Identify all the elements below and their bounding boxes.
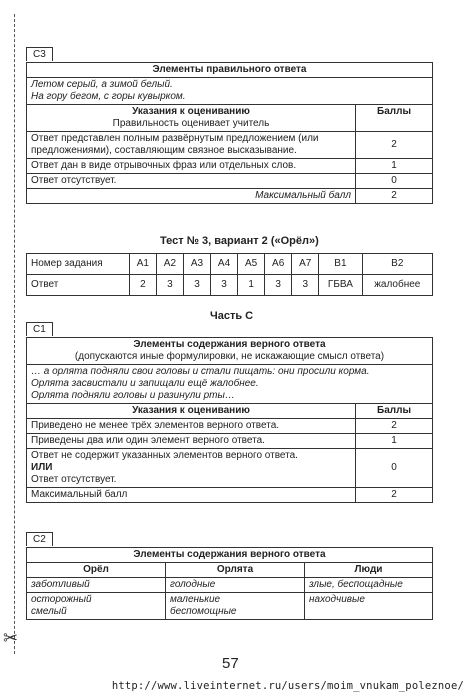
test3-answer-cell: Ответ	[27, 275, 130, 296]
c1-max-score: 2	[356, 488, 433, 503]
c1-row-text: Приведено не менее трёх элементов верного ответа.	[27, 419, 356, 434]
c3-max-score: 2	[356, 189, 433, 204]
c2-column-header: Орлята	[166, 563, 305, 578]
c1-or-row	[27, 449, 356, 488]
c2-cell: осторожный смелый	[27, 593, 166, 620]
test3-header-cell: В1	[319, 254, 362, 275]
test3-answer-cell: 3	[265, 275, 292, 296]
footer-url[interactable]: http://www.liveinternet.ru/users/moim_vnukam_poleznoe/	[111, 680, 464, 692]
c2-cell: голодные	[166, 578, 305, 593]
c1-criteria-header: Указания к оцениванию	[27, 404, 356, 419]
test3-header-cell: А2	[156, 254, 183, 275]
c2-column-header: Люди	[305, 563, 433, 578]
c3-answer	[27, 78, 433, 105]
c1-or-line2: Ответ отсутствует.	[31, 474, 117, 485]
c1-max-label: Максимальный балл	[27, 488, 356, 503]
c3-answer-line: Летом серый, а зимой белый.	[31, 79, 173, 90]
c1-answer-line: Орлята подняли головы и разинули рты…	[31, 390, 235, 401]
c2-cell: находчивые	[305, 593, 433, 620]
c1-or-score: 0	[356, 449, 433, 488]
test3-header-cell: А7	[292, 254, 319, 275]
test3-header-cell: В2	[362, 254, 432, 275]
part-c-title: Часть С	[210, 310, 254, 322]
c3-row-score: 1	[356, 159, 433, 174]
c1-subtitle: (допускаются иные формулировки, не искажающие смысл ответа)	[74, 351, 385, 362]
c3-table	[26, 62, 433, 204]
test3-answer-cell: 3	[211, 275, 238, 296]
c3-answer-line: На гору бегом, с горы кувырком.	[31, 91, 186, 102]
c1-table	[26, 337, 433, 503]
c3-title: Элементы правильного ответа	[27, 63, 433, 78]
c3-row-text: Ответ дан в виде отрывочных фраз или отдельных слов.	[27, 159, 356, 174]
test3-answer-cell: жалобнее	[362, 275, 432, 296]
test3-answer-cell: 1	[238, 275, 265, 296]
test3-header-cell: А6	[265, 254, 292, 275]
test3-answer-cell: 3	[183, 275, 210, 296]
test3-title: Тест № 3, вариант 2 («Орёл»)	[160, 235, 319, 247]
c3-max-label: Максимальный балл	[27, 189, 356, 204]
c2-cell: маленькие беспомощные	[166, 593, 305, 620]
c3-tag: C3	[26, 47, 53, 61]
c3-score-header: Баллы	[356, 105, 433, 132]
c1-title: Элементы содержания верного ответа	[133, 339, 326, 350]
test3-header-cell: А3	[183, 254, 210, 275]
c2-title: Элементы содержания верного ответа	[27, 548, 433, 563]
c1-row-score: 2	[356, 419, 433, 434]
c3-criteria-subheader: Правильность оценивает учитель	[112, 118, 270, 129]
test3-header-cell: А4	[211, 254, 238, 275]
test3-answer-cell: 2	[129, 275, 156, 296]
test3-table	[26, 253, 433, 296]
test3-answer-row	[27, 275, 433, 296]
test3-answer-cell: 3	[292, 275, 319, 296]
c1-tag: С1	[26, 322, 53, 336]
c3-criteria-header-text: Указания к оцениванию	[132, 106, 250, 117]
test3-answer-cell: 3	[156, 275, 183, 296]
c2-tag: С2	[26, 532, 53, 546]
c1-or-line1: Ответ не содержит указанных элементов верного ответа.	[31, 450, 298, 461]
test3-header-cell: Номер задания	[27, 254, 130, 275]
c2-table	[26, 547, 433, 620]
c1-row-score: 1	[356, 434, 433, 449]
c3-row-score: 2	[356, 132, 433, 159]
scissors-icon: ✂	[3, 628, 19, 648]
c2-cell: злые, беспощадные	[305, 578, 433, 593]
test3-header-cell: А1	[129, 254, 156, 275]
cut-line	[14, 14, 15, 654]
c2-column-header: Орёл	[27, 563, 166, 578]
c3-row-text: Ответ отсутствует.	[27, 174, 356, 189]
c1-or-keyword: ИЛИ	[31, 462, 53, 473]
test3-header-cell: А5	[238, 254, 265, 275]
page-number: 57	[222, 655, 239, 672]
c1-score-header: Баллы	[356, 404, 433, 419]
c1-answer-line: Орлята засвистали и запищали ещё жалобнее.	[31, 378, 259, 389]
c2-cell: заботливый	[27, 578, 166, 593]
test3-answer-cell: ГБВА	[319, 275, 362, 296]
c3-criteria-header	[27, 105, 356, 132]
c1-row-text: Приведены два или один элемент верного ответа.	[27, 434, 356, 449]
c1-answer	[27, 365, 433, 404]
c3-row-score: 0	[356, 174, 433, 189]
c3-row-text: Ответ представлен полным развёрнутым предложением (или предложениями), составляющим связное высказывание.	[27, 132, 356, 159]
c1-title-cell	[27, 338, 433, 365]
c1-answer-line: … а орлята подняли свои головы и стали пищать: они просили корма.	[31, 366, 370, 377]
test3-header-row	[27, 254, 433, 275]
